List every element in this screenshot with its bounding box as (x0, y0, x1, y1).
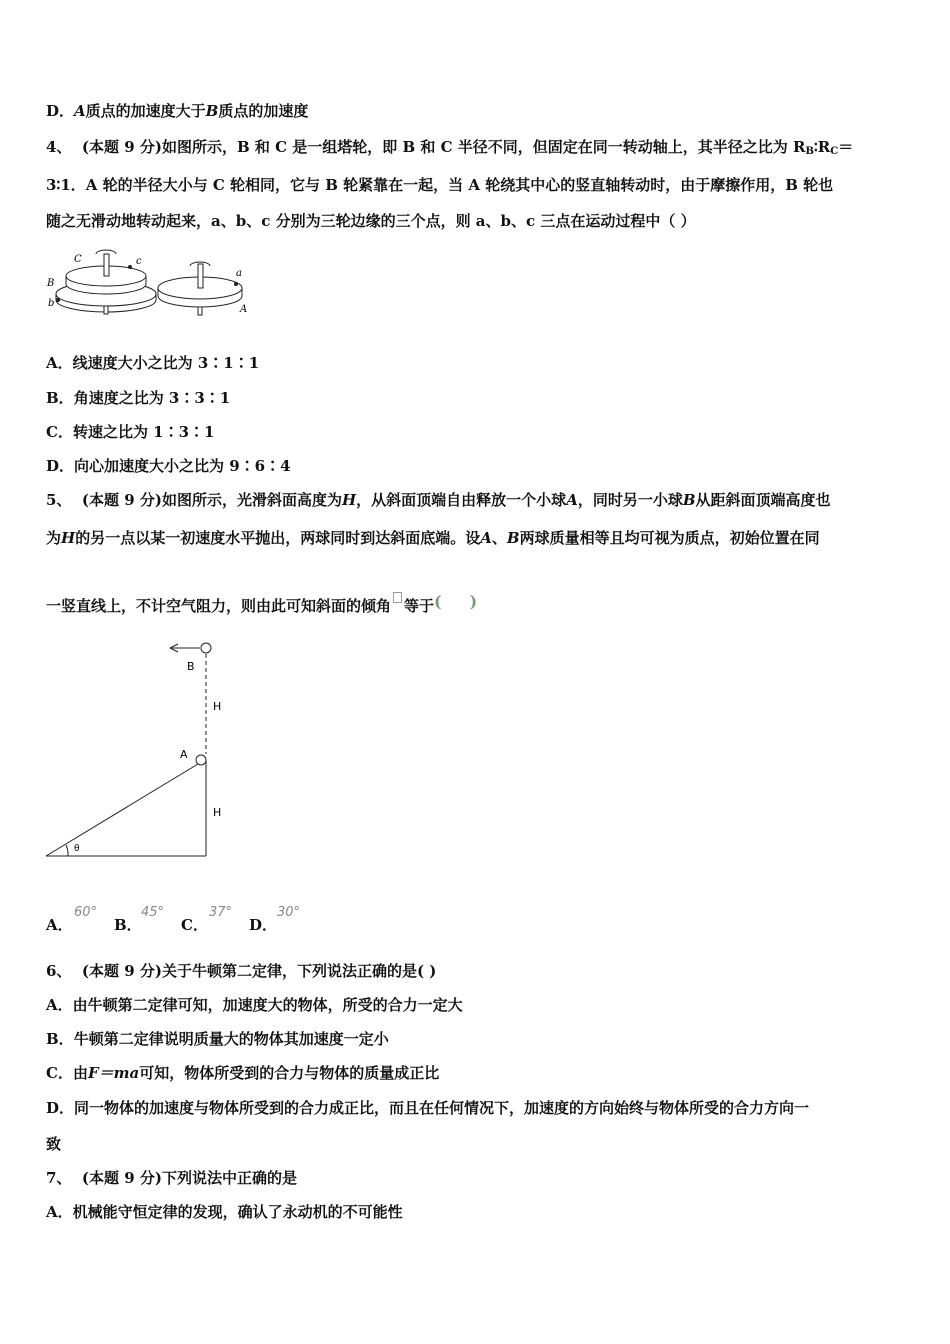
q6-option-d: D．同一物体的加速度与物体所受到的合力成正比，而且在任何情况下，加速度的方向始终与物体所受的合力方向一 (46, 1099, 810, 1117)
q5-option-c-value: 37° (209, 905, 233, 920)
label-A: A (180, 748, 188, 761)
q4-option-c: C．转速之比为 1∶3∶1 (46, 423, 215, 441)
q6-option-c: C．由F＝ma可知，物体所受到的合力与物体的质量成正比 (46, 1064, 440, 1082)
point-c (128, 265, 132, 269)
tower-wheel-figure (44, 240, 254, 322)
label-a: a (236, 268, 242, 279)
q4-stem-line3: 随之无滑动地转动起来，a、b、c 分别为三轮边缘的三个点，则 a、b、c 三点在运动过程中（ ） (46, 212, 696, 230)
label-c: c (136, 256, 142, 267)
q4-option-d: D．向心加速度大小之比为 9∶6∶4 (46, 457, 291, 475)
q4-option-b: B．角速度之比为 3∶3∶1 (46, 389, 231, 407)
q6-option-a: A．由牛顿第二定律可知，加速度大的物体，所受的合力一定大 (46, 996, 463, 1014)
q5-stem-line3: 一竖直线上，不计空气阻力，则由此可知斜面的倾角 等于() (46, 592, 506, 615)
q5-stem-line1: 5、 (本题 9 分)如图所示，光滑斜面高度为H，从斜面顶端自由释放一个小球A，同时另一小球B从距斜面顶端高度也 (46, 491, 831, 509)
point-a (234, 282, 238, 286)
ball-b (201, 643, 211, 653)
label-b: b (48, 298, 55, 309)
q7-option-a: A．机械能守恒定律的发现，确认了永动机的不可能性 (46, 1203, 403, 1221)
q4-option-a: A．线速度大小之比为 3∶1∶1 (46, 354, 260, 372)
answer-paren-icon: () (434, 592, 506, 611)
q6-option-b: B．牛顿第二定律说明质量大的物体其加速度一定小 (46, 1030, 389, 1048)
q4-stem-line1: 4、 (本题 9 分)如图所示，B 和 C 是一组塔轮，即 B 和 C 半径不同，但固定在同一转动轴上，其半径之比为 $R_B∶R_C=$ (46, 138, 854, 157)
label-B: B (187, 660, 195, 673)
label-A: A (240, 304, 248, 315)
q5-stem-line2: 为H的另一点以某一初速度水平抛出，两球同时到达斜面底端。设A、B两球质量相等且均可视为质点，初始位置在同 (46, 529, 820, 547)
label-B: B (47, 278, 55, 289)
q5-option-b-value: 45° (141, 905, 165, 920)
ball-a (196, 755, 206, 765)
q4-stem-line2: 3∶1．A 轮的半径大小与 C 轮相同，它与 B 轮紧靠在一起，当 A 轮绕其中心的竖直轴转动时，由于摩擦作用，B 轮也 (46, 176, 834, 194)
q5-option-a-value: 60° (74, 905, 98, 920)
label-theta: θ (74, 844, 80, 854)
label-C: C (74, 254, 82, 265)
q6-stem: 6、 (本题 9 分)关于牛顿第二定律，下列说法正确的是( ) (46, 962, 437, 980)
label-H-top: H (213, 700, 222, 713)
theta-placeholder-icon (393, 592, 402, 603)
point-b (56, 298, 60, 302)
q6-option-d-cont: 致 (46, 1135, 62, 1153)
label-H-bottom: H (213, 806, 222, 819)
q3-option-d: D．A质点的加速度大于B质点的加速度 (46, 102, 309, 120)
q5-option-d-value: 30° (277, 905, 301, 920)
q7-stem: 7、 (本题 9 分)下列说法中正确的是 (46, 1169, 297, 1187)
incline-figure (40, 636, 230, 864)
